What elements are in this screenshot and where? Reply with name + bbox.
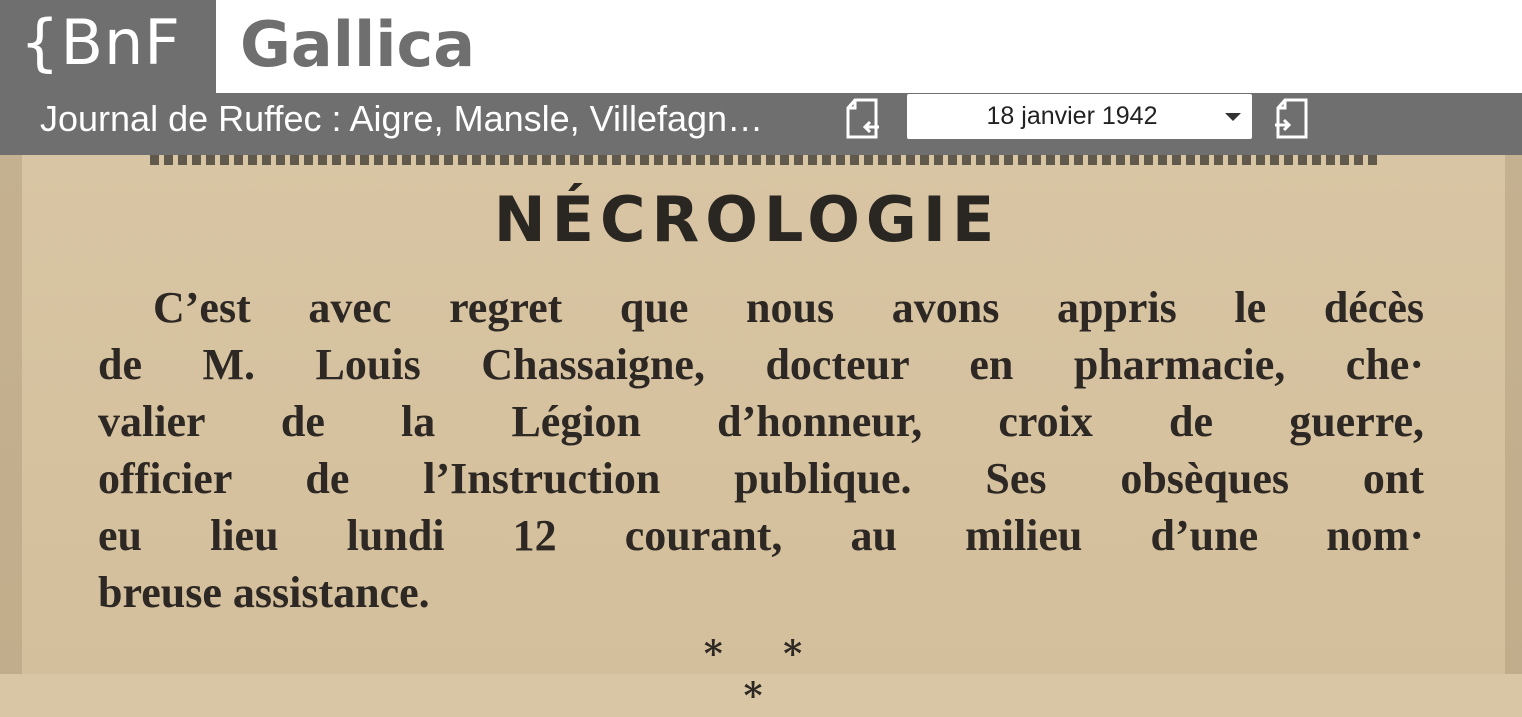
chevron-down-icon bbox=[1225, 113, 1241, 121]
article-line: breuse assistance. bbox=[98, 568, 430, 617]
article-line: valier de la Légion d’honneur, croix de guerre, bbox=[98, 397, 1424, 446]
column-rule bbox=[150, 155, 1380, 165]
article-line: officier de l’Instruction publique. Ses obsèques ont bbox=[98, 454, 1424, 503]
gallica-logo[interactable]: Gallica bbox=[240, 8, 476, 81]
previous-issue-icon[interactable] bbox=[843, 97, 883, 141]
article-line: eu lieu lundi 12 courant, au milieu d’une nom· bbox=[98, 511, 1424, 560]
section-separator: * * * bbox=[703, 633, 827, 717]
article-line: de M. Louis Chassaigne, docteur en pharmacie, che· bbox=[98, 340, 1424, 389]
newspaper-scan-viewer[interactable] bbox=[0, 155, 1522, 717]
document-navbar bbox=[0, 93, 1522, 155]
issue-date-value: 18 janvier 1942 bbox=[986, 102, 1158, 130]
document-title[interactable]: Journal de Ruffec : Aigre, Mansle, Villefagn… bbox=[40, 98, 764, 139]
article-headline: NÉCROLOGIE bbox=[493, 183, 1001, 256]
next-issue-icon[interactable] bbox=[1273, 97, 1313, 141]
bnf-logo[interactable]: {BnF bbox=[0, 0, 216, 93]
article-line: C’est avec regret que nous avons appris le décès bbox=[153, 283, 1424, 332]
issue-date-select[interactable] bbox=[907, 94, 1252, 139]
brand-bar bbox=[0, 0, 1522, 93]
article-body bbox=[98, 279, 1424, 621]
page-edge-left bbox=[0, 155, 22, 674]
